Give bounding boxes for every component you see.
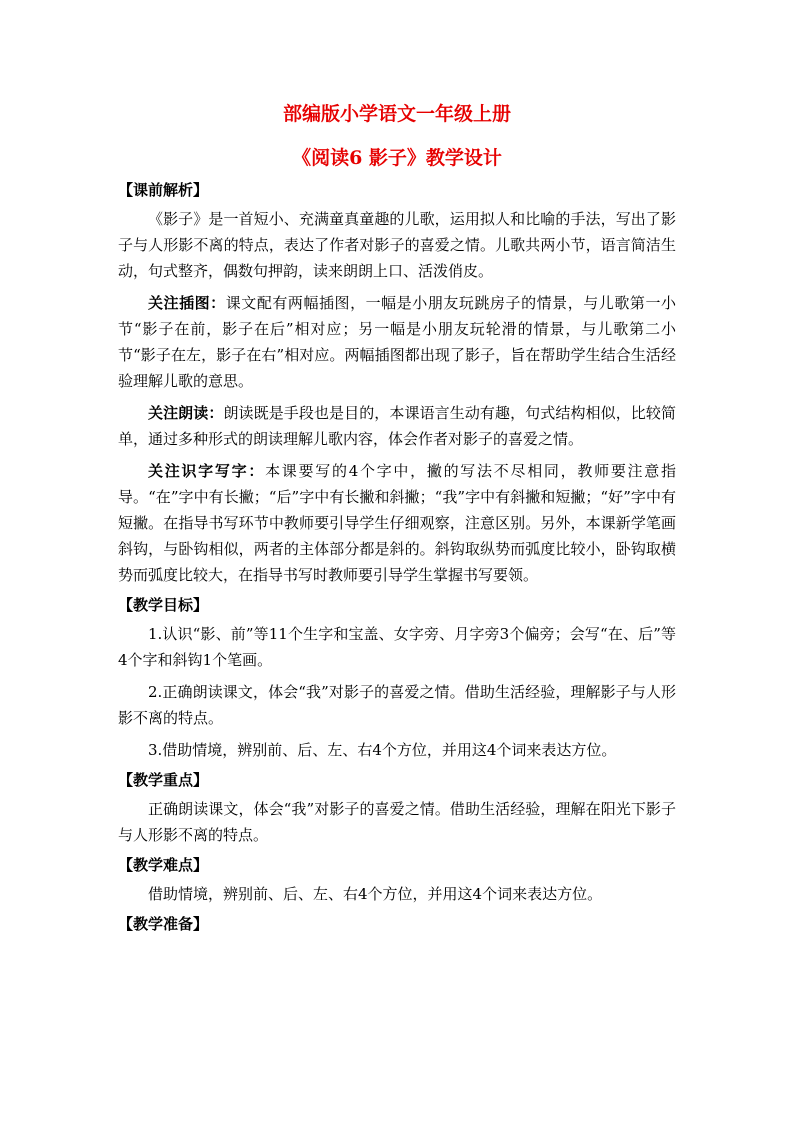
- goal-item-3: 3.借助情境，辨别前、后、左、右4个方位，并用这4个词来表达方位。: [148, 741, 617, 759]
- illustration-text: 课文配有两幅插图，一幅是小朋友玩跳房子的情景，与儿歌第一小节“影子在前，影子在后”相对应；另一幅是小朋友玩轮滑的情景，与儿歌第二小节“影子在左，影子在右”相对应。两幅插图都出现了影子，旨在帮助学生结合生活经验理解儿歌的意思。: [118, 294, 676, 390]
- document-title: 部编版小学语文一年级上册: [282, 103, 511, 125]
- section-heading-key-points: 【教学重点】: [118, 771, 209, 789]
- section-heading-preparation: 【教学准备】: [118, 915, 209, 933]
- analysis-paragraph-reading: [118, 400, 676, 452]
- document-subtitle: 《阅读6 影子》教学设计: [292, 147, 502, 169]
- reading-lead: 关注朗读：: [148, 404, 224, 422]
- goal-item-1: 1.认识“影、前”等11个生字和宝盖、女字旁、月字旁3个偏旁；会写“在、后”等4个字和斜钩1个笔画。: [118, 625, 676, 669]
- analysis-paragraph-1: 《影子》是一首短小、充满童真童趣的儿歌，运用拟人和比喻的手法，写出了影子与人形影不离的特点，表达了作者对影子的喜爱之情。儿歌共两小节，语言简洁生动，句式整齐，偶数句押韵，读来朗朗上口、活泼俏皮。: [118, 210, 676, 280]
- analysis-paragraph-illustration: [118, 290, 676, 394]
- reading-text: 朗读既是手段也是目的，本课语言生动有趣，句式结构相似，比较简单，通过多种形式的朗读理解儿歌内容，体会作者对影子的喜爱之情。: [118, 404, 676, 448]
- key-points-text: 正确朗读课文，体会“我”对影子的喜爱之情。借助生活经验，理解在阳光下影子与人形影不离的特点。: [118, 800, 676, 844]
- section-heading-goals: 【教学目标】: [118, 596, 209, 614]
- goal-item-2: 2.正确朗读课文，体会“我”对影子的喜爱之情。借助生活经验，理解影子与人形影不离的特点。: [118, 683, 676, 727]
- section-heading-analysis: 【课前解析】: [118, 181, 209, 199]
- analysis-paragraph-writing: [118, 458, 676, 588]
- writing-lead: 关注识字写字：: [148, 462, 266, 480]
- writing-text: 本课要写的4个字中，撇的写法不尽相同，教师要注意指导。“在”字中有长撇；“后”字中有长撇和斜撇；“我”字中有斜撇和短撇；“好”字中有短撇。在指导书写环节中教师要引导学生仔细观察，注意区别。另外，本课新学笔画斜钩，与卧钩相似，两者的主体部分都是斜的。斜钩取纵势而弧度比较小，卧钩取横势而弧度比较大，在指导书写时教师要引导学生掌握书写要领。: [118, 462, 676, 584]
- illustration-lead: 关注插图：: [148, 294, 226, 312]
- section-heading-difficulties: 【教学难点】: [118, 856, 209, 874]
- difficulties-text: 借助情境，辨别前、后、左、右4个方位，并用这4个词来表达方位。: [148, 885, 603, 903]
